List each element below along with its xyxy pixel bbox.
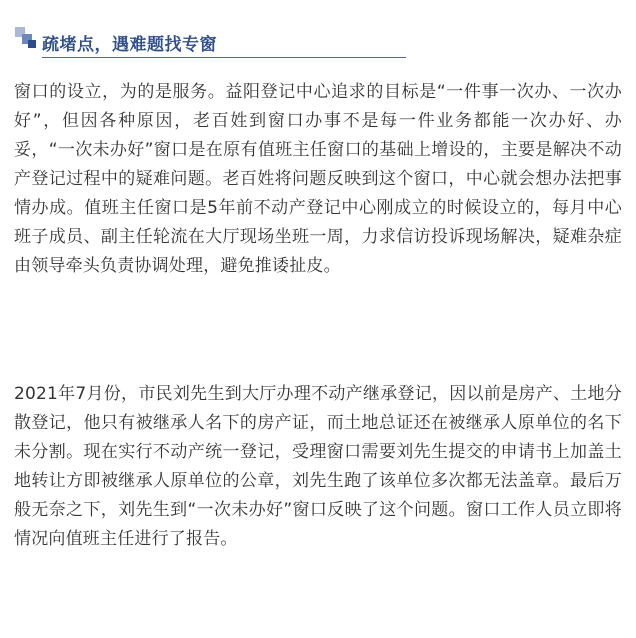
paragraph-1: 窗口的设立，为的是服务。益阳登记中心追求的目标是“一件事一次办、一次办好”，但因各种原因，老百姓到窗口办事不是每一件业务都能一次办好、办妥，“一次未办好”窗口是在原有值班主任窗口的基础上增设的，主要是解决不动产登记过程中的疑难问题。老百姓将问题反映到这个窗口，中心就会想办法把事情办成。值班主任窗口是5年前不动产登记中心刚成立的时候设立的，每月中心班子成员、副主任轮流在大厅现场坐班一周，力求信访投诉现场解决，疑难杂症由领导牵头负责协调处理，避免推诿扯皮。: [14, 82, 622, 276]
title-underline: [42, 57, 406, 58]
section-header: [14, 26, 406, 64]
section-title: 疏堵点，遇难题找专窗: [42, 35, 217, 55]
corner-decoration-icon: [14, 26, 40, 52]
paragraph-2: 2021年7月份，市民刘先生到大厅办理不动产继承登记，因以前是房产、土地分散登记，他只有被继承人名下的房产证，而土地总证还在被继承人原单位的名下未分割。现在实行不动产统一登记，受理窗口需要刘先生提交的申请书上加盖土地转让方即被继承人原单位的公章，刘先生跑了该单位多次都无法盖章。最后万般无奈之下，刘先生到“一次未办好”窗口反映了这个问题。窗口工作人员立即将情况向值班主任进行了报告。: [14, 384, 622, 549]
